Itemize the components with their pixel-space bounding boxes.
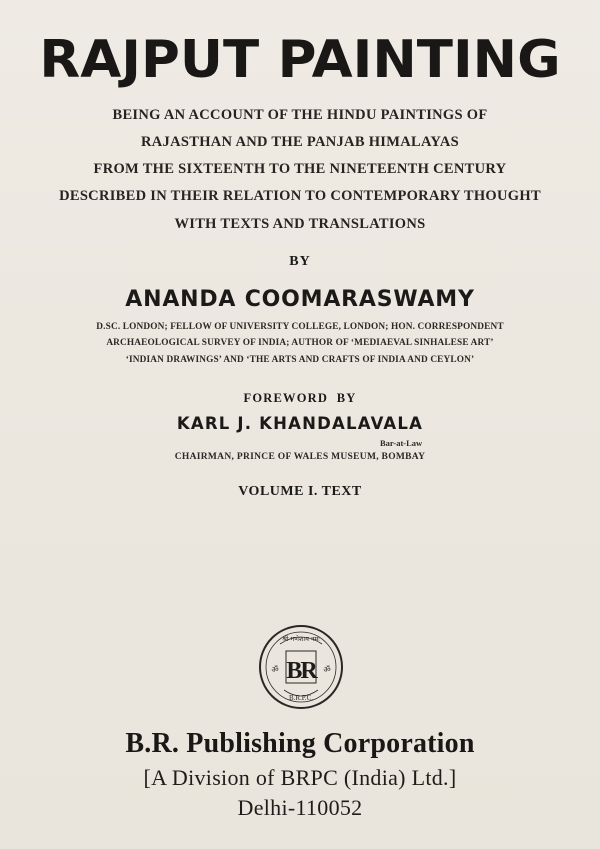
- author-credentials-line-1: D.SC. LONDON; FELLOW OF UNIVERSITY COLLEGE, LONDON; HON. CORRESPONDENT: [96, 322, 504, 332]
- logo-ring-text: B.R.P.C.: [288, 694, 314, 702]
- volume-label: VOLUME I. TEXT: [238, 484, 362, 499]
- author-credentials-line-2: ARCHAEOLOGICAL SURVEY OF INDIA; AUTHOR OF ‘MEDIAEVAL SINHALESE ART’: [106, 338, 494, 348]
- logo-om-right: ॐ: [323, 665, 331, 674]
- subtitle-line-3: FROM THE SIXTEENTH TO THE NINETEENTH CENTURY: [93, 161, 507, 177]
- book-title: RAJPUT PAINTING: [39, 30, 561, 90]
- author-name: ANANDA COOMARASWAMY: [125, 287, 475, 312]
- logo-monogram: BR: [286, 658, 316, 684]
- foreword-author-position: CHAIRMAN, PRINCE OF WALES MUSEUM, BOMBAY: [174, 452, 426, 462]
- logo-devanagari-text: श्री गणेशाय नमः: [282, 635, 320, 643]
- brpc-seal-logo-icon: [258, 624, 344, 710]
- foreword-label: FOREWORD BY: [243, 391, 357, 405]
- subtitle-line-4: DESCRIBED IN THEIR RELATION TO CONTEMPORARY THOUGHT: [59, 188, 541, 204]
- logo-om-left: ॐ: [271, 665, 279, 674]
- foreword-author-title: Bar-at-Law: [380, 438, 423, 448]
- publisher-city: Delhi-110052: [237, 795, 363, 820]
- subtitle-line-2: RAJASTHAN AND THE PANJAB HIMALAYAS: [141, 134, 459, 150]
- publisher-division: [A Division of BRPC (India) Ltd.]: [143, 765, 457, 790]
- subtitle-line-1: BEING AN ACCOUNT OF THE HINDU PAINTINGS OF: [112, 107, 488, 123]
- foreword-author-name: KARL J. KHANDALAVALA: [176, 414, 424, 433]
- publisher-name: B.R. Publishing Corporation: [125, 728, 475, 759]
- author-credentials-line-3: ‘INDIAN DRAWINGS’ AND ‘THE ARTS AND CRAFTS OF INDIA AND CEYLON’: [125, 355, 475, 365]
- by-label: BY: [289, 254, 311, 269]
- subtitle-line-5: WITH TEXTS AND TRANSLATIONS: [174, 216, 426, 232]
